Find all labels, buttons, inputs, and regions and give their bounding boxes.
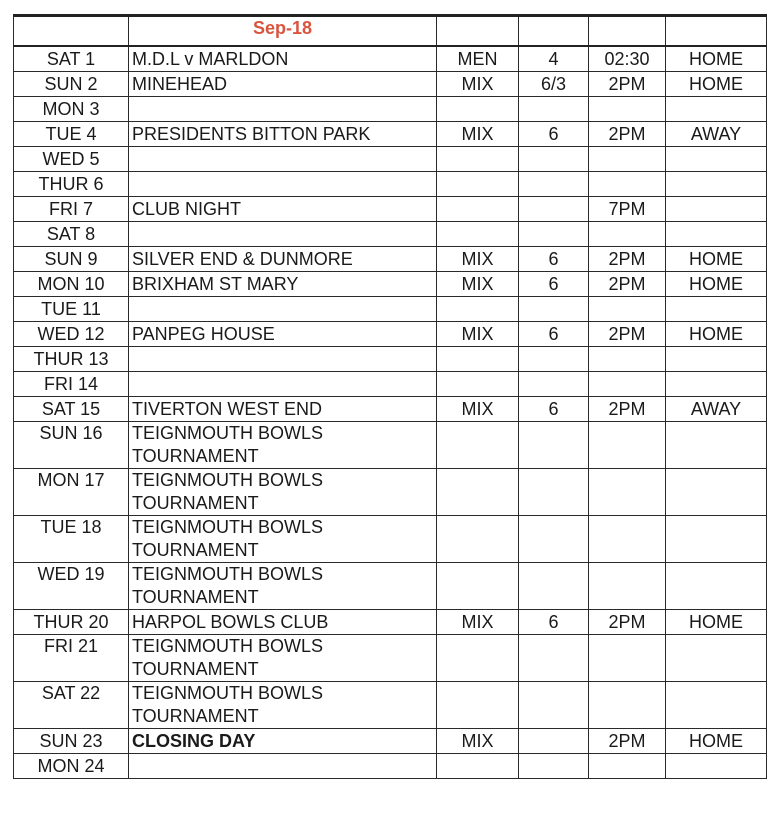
table-row	[14, 147, 767, 172]
rinks-cell	[519, 197, 589, 222]
table-row	[14, 754, 767, 779]
date-cell: SAT 22	[14, 682, 129, 729]
date-cell: THUR 20	[14, 610, 129, 635]
type-cell	[437, 516, 519, 563]
time-cell	[589, 297, 666, 322]
rinks-cell: 6	[519, 247, 589, 272]
time-cell	[589, 682, 666, 729]
table-row	[14, 97, 767, 122]
venue-cell: HOME	[666, 247, 767, 272]
rinks-cell	[519, 729, 589, 754]
date-cell: TUE 4	[14, 122, 129, 147]
time-cell: 7PM	[589, 197, 666, 222]
rinks-cell: 6	[519, 610, 589, 635]
event-cell	[129, 347, 437, 372]
time-cell	[589, 422, 666, 469]
time-cell	[589, 147, 666, 172]
type-cell	[437, 347, 519, 372]
event-cell	[129, 97, 437, 122]
time-cell	[589, 469, 666, 516]
venue-cell: HOME	[666, 729, 767, 754]
table-row	[14, 272, 767, 297]
venue-cell: HOME	[666, 610, 767, 635]
event-cell: BRIXHAM ST MARY	[129, 272, 437, 297]
venue-cell: AWAY	[666, 122, 767, 147]
type-cell	[437, 197, 519, 222]
date-cell: FRI 21	[14, 635, 129, 682]
header-cell-type	[437, 16, 519, 47]
time-cell	[589, 97, 666, 122]
venue-cell	[666, 516, 767, 563]
event-cell: SILVER END & DUNMORE	[129, 247, 437, 272]
type-cell: MIX	[437, 322, 519, 347]
type-cell	[437, 635, 519, 682]
table-row	[14, 322, 767, 347]
date-cell: SUN 16	[14, 422, 129, 469]
type-cell	[437, 563, 519, 610]
table-row	[14, 372, 767, 397]
type-cell: MIX	[437, 397, 519, 422]
rinks-cell: 6	[519, 272, 589, 297]
date-cell: THUR 13	[14, 347, 129, 372]
time-cell: 2PM	[589, 397, 666, 422]
table-row	[14, 347, 767, 372]
type-cell: MIX	[437, 247, 519, 272]
type-cell: MIX	[437, 72, 519, 97]
venue-cell: HOME	[666, 272, 767, 297]
venue-cell	[666, 297, 767, 322]
date-cell: MON 10	[14, 272, 129, 297]
type-cell	[437, 147, 519, 172]
event-cell: HARPOL BOWLS CLUB	[129, 610, 437, 635]
time-cell: 2PM	[589, 122, 666, 147]
table-row	[14, 247, 767, 272]
date-cell: FRI 7	[14, 197, 129, 222]
venue-cell	[666, 347, 767, 372]
table-row	[14, 729, 767, 754]
time-cell	[589, 222, 666, 247]
type-cell: MIX	[437, 272, 519, 297]
venue-cell	[666, 97, 767, 122]
date-cell: SUN 23	[14, 729, 129, 754]
header-cell-rinks	[519, 16, 589, 47]
rinks-cell	[519, 297, 589, 322]
fixture-table	[13, 14, 767, 779]
venue-cell	[666, 635, 767, 682]
table-row	[14, 422, 767, 469]
header-cell-time	[589, 16, 666, 47]
time-cell	[589, 516, 666, 563]
venue-cell: HOME	[666, 46, 767, 72]
table-row	[14, 397, 767, 422]
date-cell: TUE 18	[14, 516, 129, 563]
event-cell: M.D.L v MARLDON	[129, 46, 437, 72]
event-cell: TEIGNMOUTH BOWLS TOURNAMENT	[129, 563, 437, 610]
date-cell: WED 5	[14, 147, 129, 172]
month-heading: Sep-18	[129, 16, 437, 47]
venue-cell	[666, 197, 767, 222]
type-cell: MIX	[437, 610, 519, 635]
table-row	[14, 610, 767, 635]
rinks-cell	[519, 635, 589, 682]
date-cell: MON 3	[14, 97, 129, 122]
rinks-cell	[519, 97, 589, 122]
table-row	[14, 46, 767, 72]
date-cell: TUE 11	[14, 297, 129, 322]
event-cell: TEIGNMOUTH BOWLS TOURNAMENT	[129, 635, 437, 682]
time-cell	[589, 372, 666, 397]
date-cell: SUN 9	[14, 247, 129, 272]
event-cell: TIVERTON WEST END	[129, 397, 437, 422]
type-cell	[437, 422, 519, 469]
date-cell: SAT 15	[14, 397, 129, 422]
venue-cell	[666, 222, 767, 247]
table-row	[14, 172, 767, 197]
type-cell	[437, 469, 519, 516]
table-row	[14, 563, 767, 610]
venue-cell: HOME	[666, 72, 767, 97]
time-cell	[589, 347, 666, 372]
venue-cell	[666, 172, 767, 197]
rinks-cell: 6	[519, 322, 589, 347]
event-cell: TEIGNMOUTH BOWLS TOURNAMENT	[129, 516, 437, 563]
venue-cell	[666, 372, 767, 397]
venue-cell	[666, 147, 767, 172]
time-cell: 2PM	[589, 322, 666, 347]
time-cell	[589, 172, 666, 197]
header-row	[14, 16, 767, 47]
time-cell: 2PM	[589, 729, 666, 754]
table-row	[14, 469, 767, 516]
time-cell	[589, 754, 666, 779]
event-cell: TEIGNMOUTH BOWLS TOURNAMENT	[129, 682, 437, 729]
type-cell: MIX	[437, 122, 519, 147]
rinks-cell	[519, 469, 589, 516]
venue-cell	[666, 469, 767, 516]
rinks-cell	[519, 172, 589, 197]
date-cell: THUR 6	[14, 172, 129, 197]
venue-cell	[666, 563, 767, 610]
header-cell-date	[14, 16, 129, 47]
type-cell	[437, 297, 519, 322]
date-cell: SUN 2	[14, 72, 129, 97]
date-cell: MON 17	[14, 469, 129, 516]
type-cell	[437, 682, 519, 729]
event-cell: TEIGNMOUTH BOWLS TOURNAMENT	[129, 469, 437, 516]
table-row	[14, 122, 767, 147]
type-cell	[437, 97, 519, 122]
rinks-cell	[519, 422, 589, 469]
time-cell: 02:30	[589, 46, 666, 72]
venue-cell: AWAY	[666, 397, 767, 422]
table-row	[14, 516, 767, 563]
table-row	[14, 635, 767, 682]
table-row	[14, 682, 767, 729]
event-cell	[129, 297, 437, 322]
rinks-cell	[519, 222, 589, 247]
venue-cell	[666, 682, 767, 729]
time-cell	[589, 635, 666, 682]
header-cell-venue	[666, 16, 767, 47]
table-row	[14, 222, 767, 247]
type-cell: MIX	[437, 729, 519, 754]
event-cell	[129, 222, 437, 247]
time-cell	[589, 563, 666, 610]
table-row	[14, 197, 767, 222]
event-cell	[129, 372, 437, 397]
event-cell	[129, 754, 437, 779]
time-cell: 2PM	[589, 272, 666, 297]
venue-cell	[666, 422, 767, 469]
rinks-cell: 6	[519, 397, 589, 422]
date-cell: FRI 14	[14, 372, 129, 397]
time-cell: 2PM	[589, 247, 666, 272]
rinks-cell	[519, 347, 589, 372]
event-cell: CLUB NIGHT	[129, 197, 437, 222]
rinks-cell: 4	[519, 46, 589, 72]
table-row	[14, 297, 767, 322]
event-cell: CLOSING DAY	[129, 729, 437, 754]
rinks-cell	[519, 147, 589, 172]
type-cell	[437, 372, 519, 397]
event-cell: PANPEG HOUSE	[129, 322, 437, 347]
rinks-cell: 6	[519, 122, 589, 147]
date-cell: WED 19	[14, 563, 129, 610]
rinks-cell	[519, 563, 589, 610]
table-row	[14, 72, 767, 97]
rinks-cell: 6/3	[519, 72, 589, 97]
event-cell	[129, 147, 437, 172]
time-cell: 2PM	[589, 72, 666, 97]
event-cell: MINEHEAD	[129, 72, 437, 97]
rinks-cell	[519, 372, 589, 397]
date-cell: SAT 1	[14, 46, 129, 72]
event-cell: TEIGNMOUTH BOWLS TOURNAMENT	[129, 422, 437, 469]
rinks-cell	[519, 682, 589, 729]
venue-cell	[666, 754, 767, 779]
type-cell: MEN	[437, 46, 519, 72]
rinks-cell	[519, 754, 589, 779]
date-cell: SAT 8	[14, 222, 129, 247]
venue-cell: HOME	[666, 322, 767, 347]
type-cell	[437, 754, 519, 779]
type-cell	[437, 222, 519, 247]
event-cell: PRESIDENTS BITTON PARK	[129, 122, 437, 147]
time-cell: 2PM	[589, 610, 666, 635]
type-cell	[437, 172, 519, 197]
date-cell: WED 12	[14, 322, 129, 347]
event-cell	[129, 172, 437, 197]
date-cell: MON 24	[14, 754, 129, 779]
rinks-cell	[519, 516, 589, 563]
